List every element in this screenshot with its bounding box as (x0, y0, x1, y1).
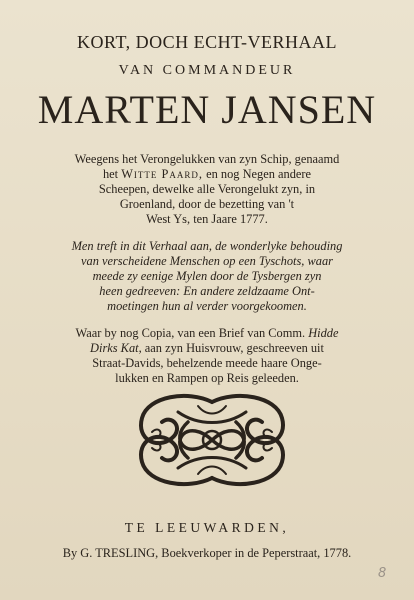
ship-name: Witte Paard, (121, 167, 203, 181)
italic-line: heen gedreeven: En andere zeldzaame Ont- (99, 284, 315, 298)
description-line: Groenland, door de bezetting van 't (119, 197, 295, 211)
letter-line: lukken en Rampen op Reis geleeden. (115, 371, 299, 385)
italic-name: Dirks Kat, (90, 341, 142, 355)
description-paragraph (20, 152, 394, 227)
description-line: West Ys, ten Jaare 1777. (146, 212, 268, 226)
imprint-printer: By G. TRESLING, Boekverkoper in de Peperstraat, 1778. (62, 546, 352, 560)
imprint-place: TE LEEUWARDEN, (124, 520, 290, 535)
title-line-1: KORT, DOCH ECHT-VERHAAL (77, 32, 337, 52)
title-line-2: VAN COMMANDEUR (118, 63, 296, 78)
text-span: Waar by nog Copia, van een Brief van Comm. (75, 326, 306, 340)
letter-paragraph (20, 326, 394, 386)
italic-name: Hidde (308, 326, 339, 340)
interlaced-monogram-ornament-icon (128, 392, 296, 488)
letter-line (20, 326, 394, 341)
text-span: het (102, 167, 119, 181)
description-line: Weegens het Verongelukken van zyn Schip, genaamd (74, 152, 340, 166)
description-line (20, 167, 394, 182)
italic-line: Men treft in dit Verhaal aan, de wonderlyke behouding (71, 239, 343, 253)
text-span: aan zyn Huisvrouw, geschreeven uit (144, 341, 324, 355)
text-span: en nog Negen andere (206, 167, 312, 181)
italic-line: meede zy eenige Mylen door de Tysbergen zyn (92, 269, 322, 283)
italic-line: moetingen hun al verder voorgekoomen. (107, 299, 307, 313)
pencil-annotation: 8 (378, 566, 387, 581)
letter-line: Straat-Davids, behelzende meede haare Onge- (92, 356, 322, 370)
commander-name: MARTEN JANSEN (37, 87, 377, 132)
italic-line: van verscheidene Menschen op een Tyschots, waar (81, 254, 333, 268)
description-line: Scheepen, dewelke alle Verongelukt zyn, in (98, 182, 316, 196)
italic-paragraph (20, 239, 394, 314)
letter-line (20, 341, 394, 356)
